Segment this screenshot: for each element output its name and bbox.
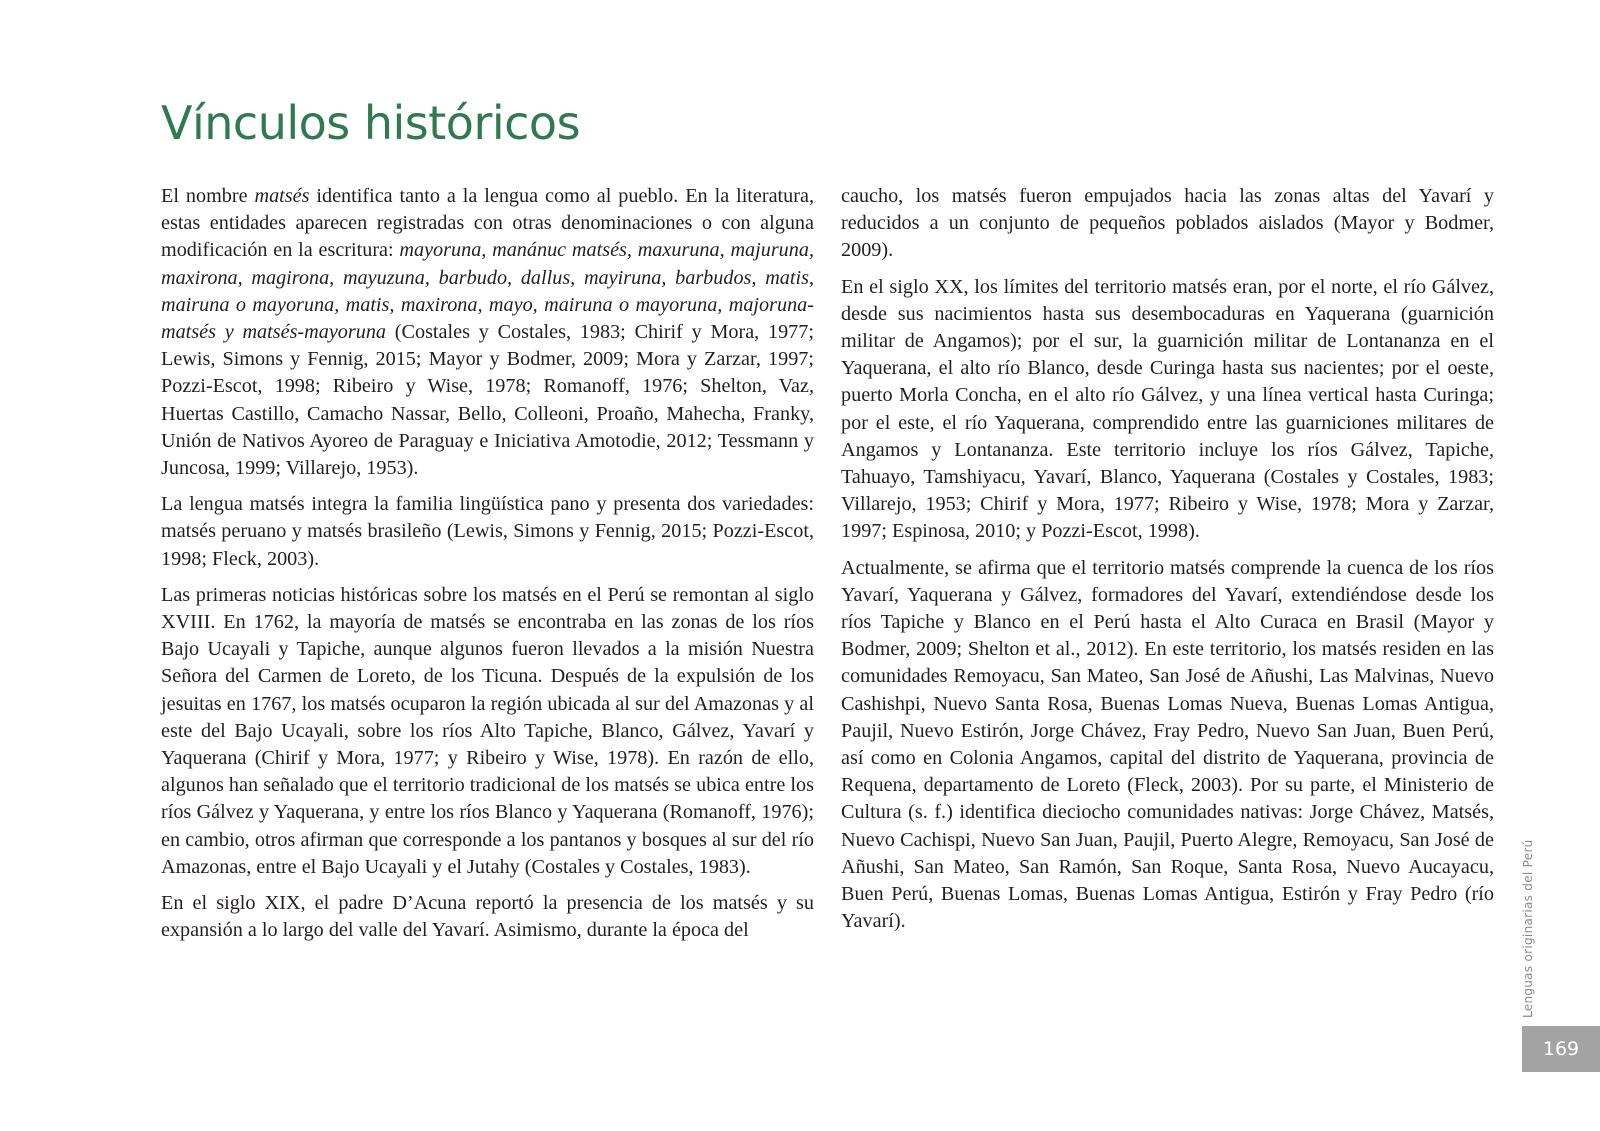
right-column	[841, 183, 1494, 935]
paragraph: En el siglo XX, los límites del territorio matsés eran, por el norte, el río Gálvez, desde sus nacimientos hasta sus desembocaduras en Yaquerana (guarnición militar de Angamos); por el sur, la guarnición militar de Lontananza en el Yaquerana, el alto río Blanco, desde Curinga hasta sus nacientes; por el oeste, puerto Morla Concha, en el alto río Gálvez, y una línea vertical hasta Curinga; por el este, el río Yaquerana, comprendido entre las guarniciones militares de Angamos y Lontananza. Este territorio incluye los ríos Gálvez, Tapiche, Tahuayo, Tamshiyacu, Yavarí, Blanco, Yaquerana (Costales y Costales, 1983; Villarejo, 1953; Chirif y Mora, 1977; Ribeiro y Wise, 1978; Mora y Zarzar, 1997; Espinosa, 2010; y Pozzi-Escot, 1998).	[841, 275, 1494, 543]
paragraph: En el siglo XIX, el padre D’Acuna reportó la presencia de los matsés y su expansión a lo largo del valle del Yavarí. Asimismo, durante la época del	[161, 892, 814, 942]
paragraph: Las primeras noticias históricas sobre los matsés en el Perú se remontan al siglo XVIII. En 1762, la mayoría de matsés se encontraba en las zonas de los ríos Bajo Ucayali y Tapiche, aunque algunos fueron llevados a la misión Nuestra Señora del Carmen de Loreto, de los Ticuna. Después de la expulsión de los jesuitas en 1767, los matsés ocuparon la región ubicada al sur del Amazonas y al este del Bajo Ucayali, sobre los ríos Alto Tapiche, Blanco, Gálvez, Yavarí y Yaquerana (Chirif y Mora, 1977; y Ribeiro y Wise, 1978). En razón de ello, algunos han señalado que el territorio tradicional de los matsés se ubica entre los ríos Gálvez y Yaquerana, y entre los ríos Blanco y Yaquerana (Romanoff, 1976); en cambio, otros afirman que corresponde a los pantanos y bosques al sur del río Amazonas, entre el Bajo Ucayali y el Jutahy (Costales y Costales, 1983).	[161, 583, 814, 878]
page-number: 169	[1522, 1026, 1600, 1072]
paragraph: El nombre matsés identifica tanto a la lengua como al pueblo. En la literatura, estas entidades aparecen registradas con otras denominaciones o con alguna modificación en la escritura: mayoruna, manánuc matsés, maxuruna, majuruna, maxirona, magirona, mayuzuna, barbudo, dallus, mayiruna, barbudos, matis, mairuna o mayoruna, matis, maxirona, mayo, mairuna o mayoruna, majoruna-matsés y matsés-mayoruna (Costales y Costales, 1983; Chirif y Mora, 1977; Lewis, Simons y Fennig, 2015; Mayor y Bodmer, 2009; Mora y Zarzar, 1997; Pozzi-Escot, 1998; Ribeiro y Wise, 1978; Romanoff, 1976; Shelton, Vaz, Huertas Castillo, Camacho Nassar, Bello, Colleoni, Proaño, Mahecha, Franky, Unión de Nativos Ayoreo de Paraguay e Iniciativa Amotodie, 2012; Tessmann y Juncosa, 1999; Villarejo, 1953).	[161, 185, 814, 480]
paragraph: caucho, los matsés fueron empujados hacia las zonas altas del Yavarí y reducidos a un conjunto de pequeños poblados aislados (Mayor y Bodmer, 2009).	[841, 185, 1494, 262]
left-column	[161, 183, 814, 944]
paragraph: Actualmente, se afirma que el territorio matsés comprende la cuenca de los ríos Yavarí, Yaquerana y Gálvez, formadores del Yavarí, extendiéndose desde los ríos Tapiche y Blanco en el Perú hasta el Alto Curaca en Brasil (Mayor y Bodmer, 2009; Shelton et al., 2012). En este territorio, los matsés residen en las comunidades Remoyacu, San Mateo, San José de Añushi, Las Malvinas, Nuevo Cashishpi, Nuevo Santa Rosa, Buenas Lomas Nueva, Buenas Lomas Antigua, Paujil, Nuevo Estirón, Jorge Chávez, Fray Pedro, Nuevo San Juan, Buen Perú, así como en Colonia Angamos, capital del distrito de Yaquerana, provincia de Requena, departamento de Loreto (Fleck, 2003). Por su parte, el Ministerio de Cultura (s. f.) identifica dieciocho comunidades nativas: Jorge Chávez, Matsés, Nuevo Cachispi, Nuevo San Juan, Paujil, Puerto Alegre, Remoyacu, San José de Añushi, San Mateo, San Ramón, San Roque, Santa Rosa, Nuevo Aucayacu, Buen Perú, Buenas Lomas, Buenas Lomas Antigua, Estirón y Fray Pedro (río Yavarí).	[841, 556, 1494, 933]
paragraph: La lengua matsés integra la familia lingüística pano y presenta dos variedades: matsés peruano y matsés brasileño (Lewis, Simons y Fennig, 2015; Pozzi-Escot, 1998; Fleck, 2003).	[161, 493, 814, 570]
page-title: Vínculos históricos	[161, 96, 581, 150]
book-title-side-label: Lenguas originarias del Perú	[1521, 839, 1535, 1018]
italic-term: matsés	[254, 185, 310, 207]
italic-denominations: mayoruna, manánuc matsés, maxuruna, majuruna, maxirona, magirona, mayuzuna, barbudo, dallus, mayiruna, barbudos, matis, mairuna o mayoruna, matis, maxirona, mayo, mairuna o mayoruna, majoruna-matsés y matsés-mayoruna	[161, 239, 814, 344]
